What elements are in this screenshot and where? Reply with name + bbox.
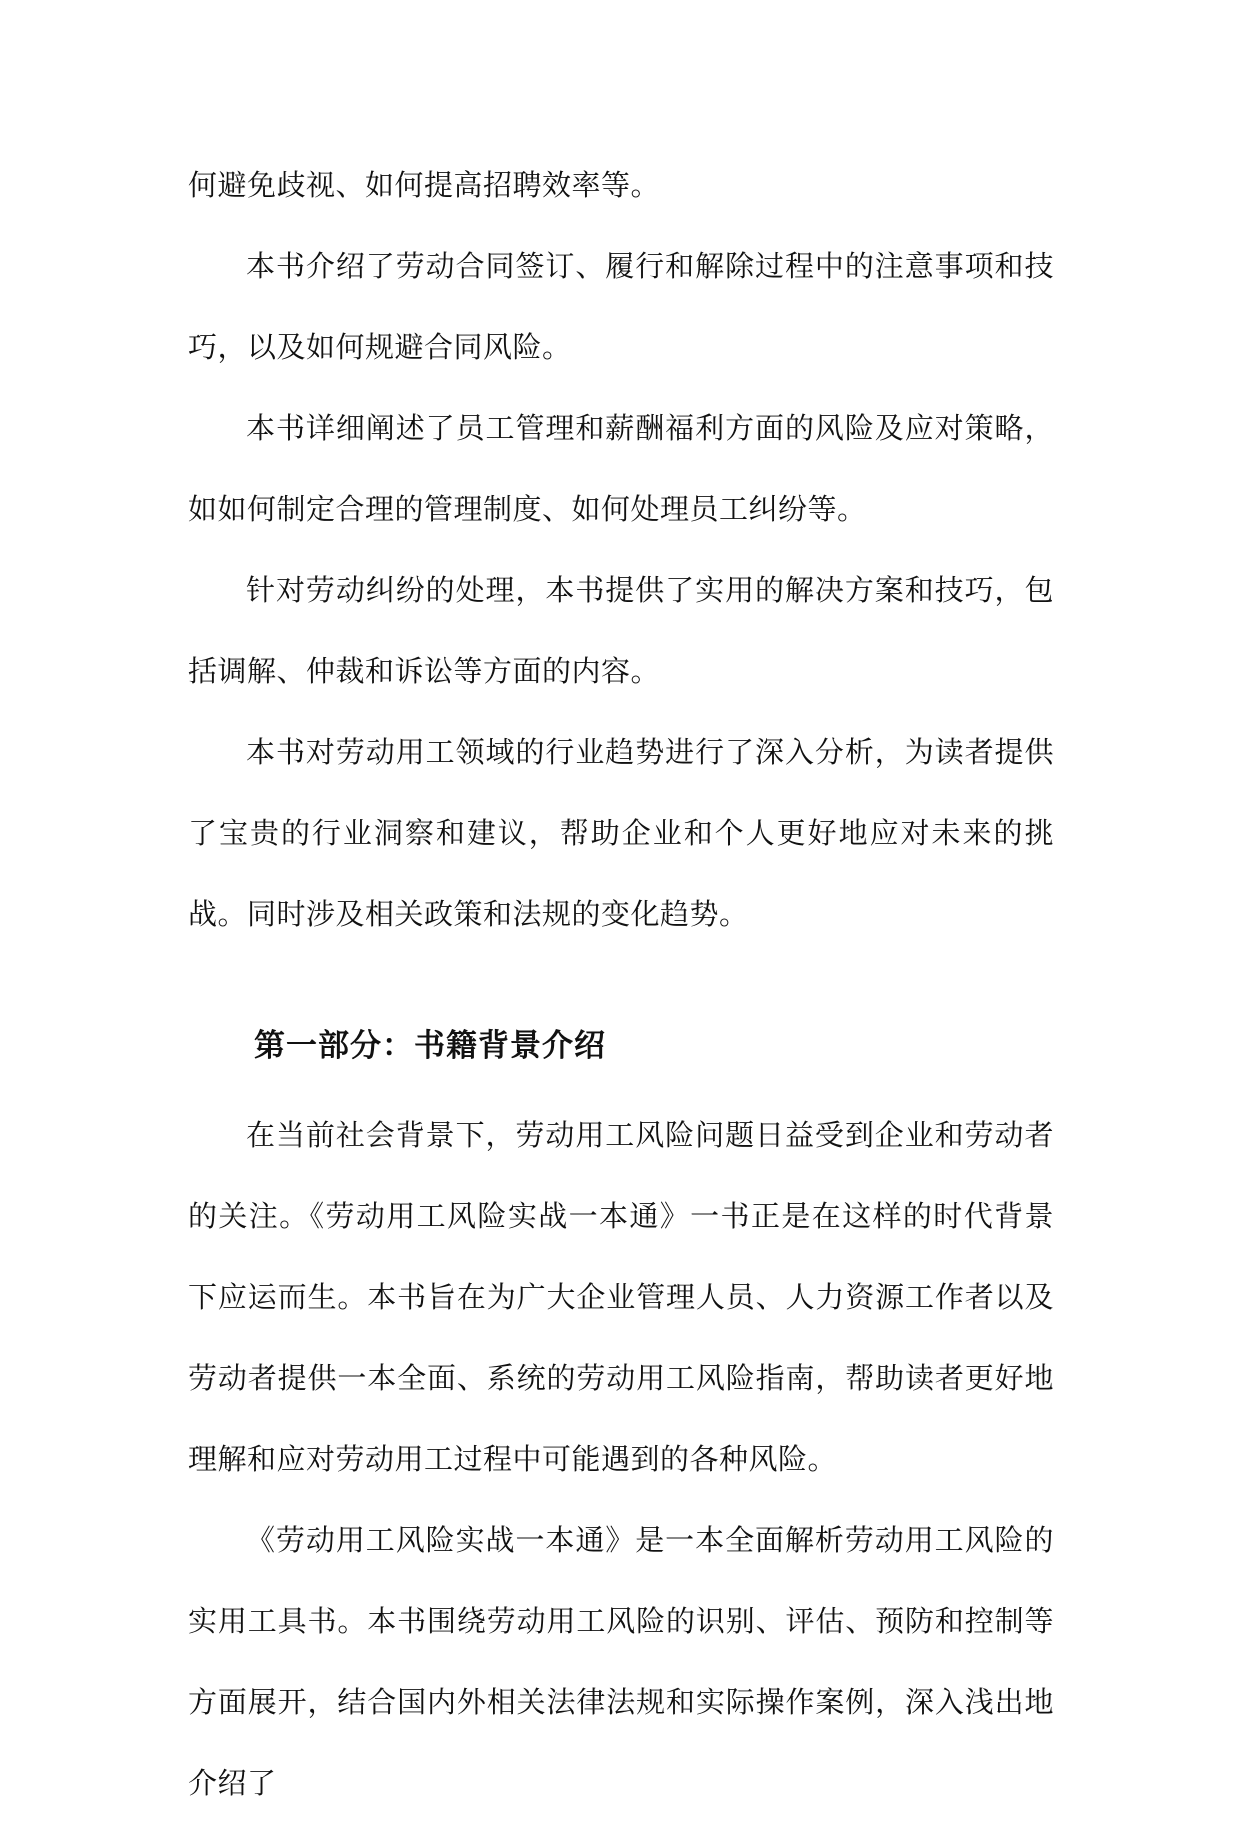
- paragraph: 针对劳动纠纷的处理，本书提供了实用的解决方案和技巧，包括调解、仲裁和诉讼等方面的内容。: [188, 573, 1054, 688]
- paragraph: 本书介绍了劳动合同签订、履行和解除过程中的注意事项和技巧，以及如何规避合同风险。: [188, 249, 1054, 364]
- paragraph: 在当前社会背景下，劳动用工风险问题日益受到企业和劳动者的关注。《劳动用工风险实战一本通》一书正是在这样的时代背景下应运而生。本书旨在为广大企业管理人员、人力资源工作者以及劳动者提供一本全面、系统的劳动用工风险指南，帮助读者更好地理解和应对劳动用工过程中可能遇到的各种风险。: [188, 1118, 1054, 1476]
- paragraph: 《劳动用工风险实战一本通》是一本全面解析劳动用工风险的实用工具书。本书围绕劳动用工风险的识别、评估、预防和控制等方面展开，结合国内外相关法律法规和实际操作案例，深入浅出地介绍了: [188, 1523, 1054, 1800]
- paragraph: 本书对劳动用工领域的行业趋势进行了深入分析，为读者提供了宝贵的行业洞察和建议，帮助企业和个人更好地应对未来的挑战。同时涉及相关政策和法规的变化趋势。: [188, 735, 1054, 931]
- paragraph: 何避免歧视、如何提高招聘效率等。: [188, 168, 661, 202]
- section-heading: 第一部分：书籍背景介绍: [254, 1028, 606, 1064]
- document-body: [188, 145, 1054, 1824]
- paragraph: 本书详细阐述了员工管理和薪酬福利方面的风险及应对策略，如如何制定合理的管理制度、如何处理员工纠纷等。: [188, 411, 1054, 526]
